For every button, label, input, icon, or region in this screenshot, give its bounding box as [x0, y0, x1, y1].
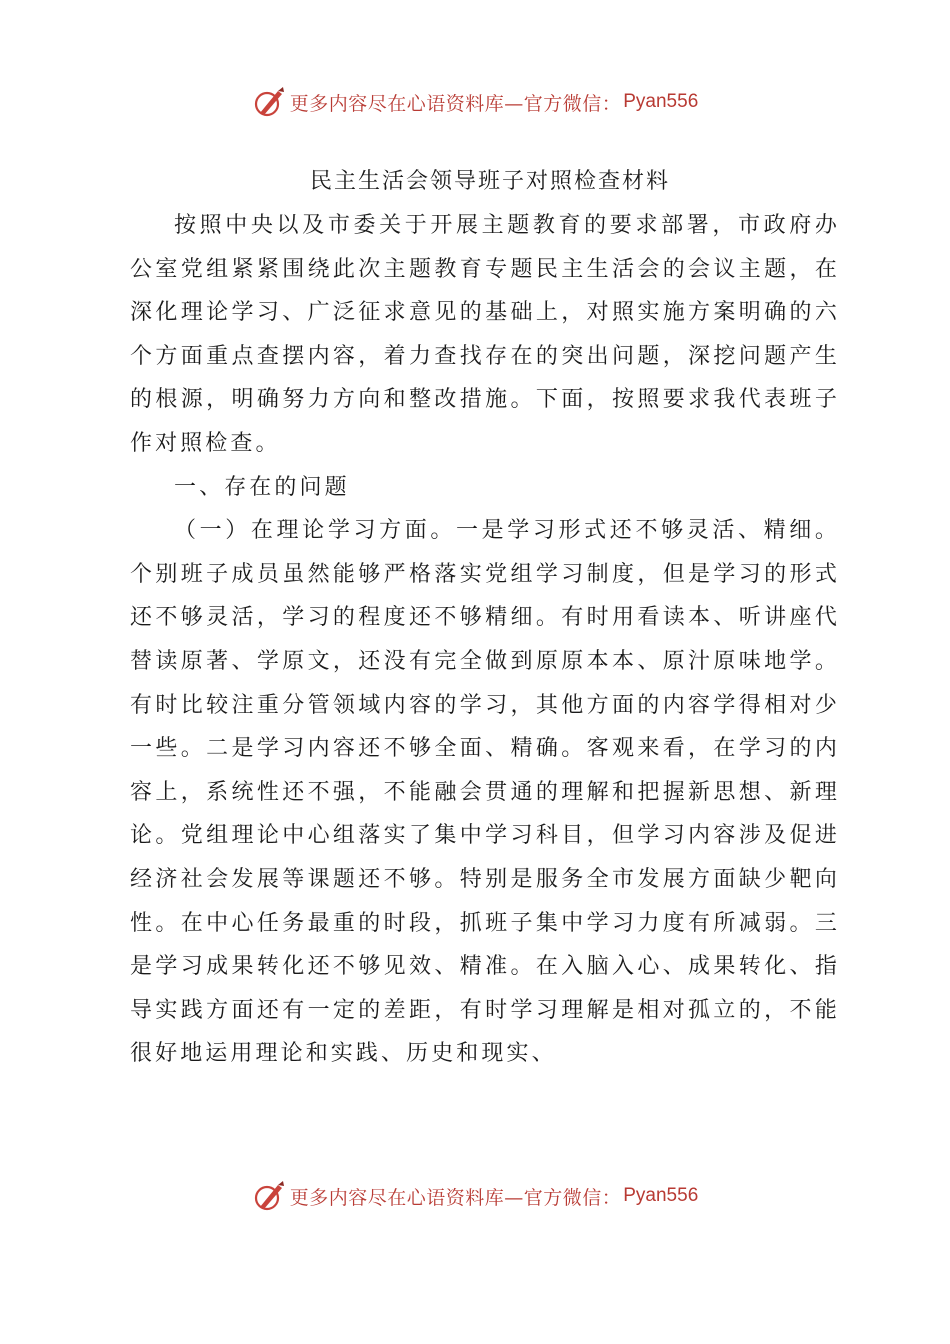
document-body: [130, 160, 840, 1076]
section-heading: 一、存在的问题: [174, 474, 350, 500]
watermark-text: 更多内容尽在心语资料库—官方微信：: [289, 1186, 622, 1209]
watermark-text: 更多内容尽在心语资料库—官方微信：: [289, 92, 622, 115]
watermark-handle: Pyan556: [623, 1185, 699, 1206]
quill-pen-logo-icon: [252, 85, 286, 119]
watermark-handle: Pyan556: [623, 91, 699, 112]
watermark-banner-bottom: [0, 1176, 950, 1216]
document-title: 民主生活会领导班子对照检查材料: [309, 169, 670, 194]
watermark-banner-top: [0, 82, 950, 122]
quill-pen-logo-icon: [252, 1179, 286, 1213]
intro-paragraph: 按照中央以及市委关于开展主题教育的要求部署，市政府办公室党组紧紧围绕此次主题教育专题民主生活会的会议主题，在深化理论学习、广泛征求意见的基础上，对照实施方案明确的六个方面重点查摆内容，着力查找存在的突出问题，深挖问题产生的根源，明确努力方向和整改措施。下面，按照要求我代表班子作对照检查。: [130, 213, 840, 456]
section-paragraph: （一）在理论学习方面。一是学习形式还不够灵活、精细。个别班子成员虽然能够严格落实党组学习制度，但是学习的形式还不够灵活，学习的程度还不够精细。有时用看读本、听讲座代替读原著、学原文，还没有完全做到原原本本、原汁原味地学。有时比较注重分管领域内容的学习，其他方面的内容学得相对少一些。二是学习内容还不够全面、精确。客观来看，在学习的内容上，系统性还不强，不能融会贯通的理解和把握新思想、新理论。党组理论中心组落实了集中学习科目，但学习内容涉及促进经济社会发展等课题还不够。特别是服务全市发展方面缺少靶向性。在中心任务最重的时段，抓班子集中学习力度有所减弱。三是学习成果转化还不够见效、精准。在入脑入心、成果转化、指导实践方面还有一定的差距，有时学习理解是相对孤立的，不能很好地运用理论和实践、历史和现实、: [130, 518, 840, 1067]
